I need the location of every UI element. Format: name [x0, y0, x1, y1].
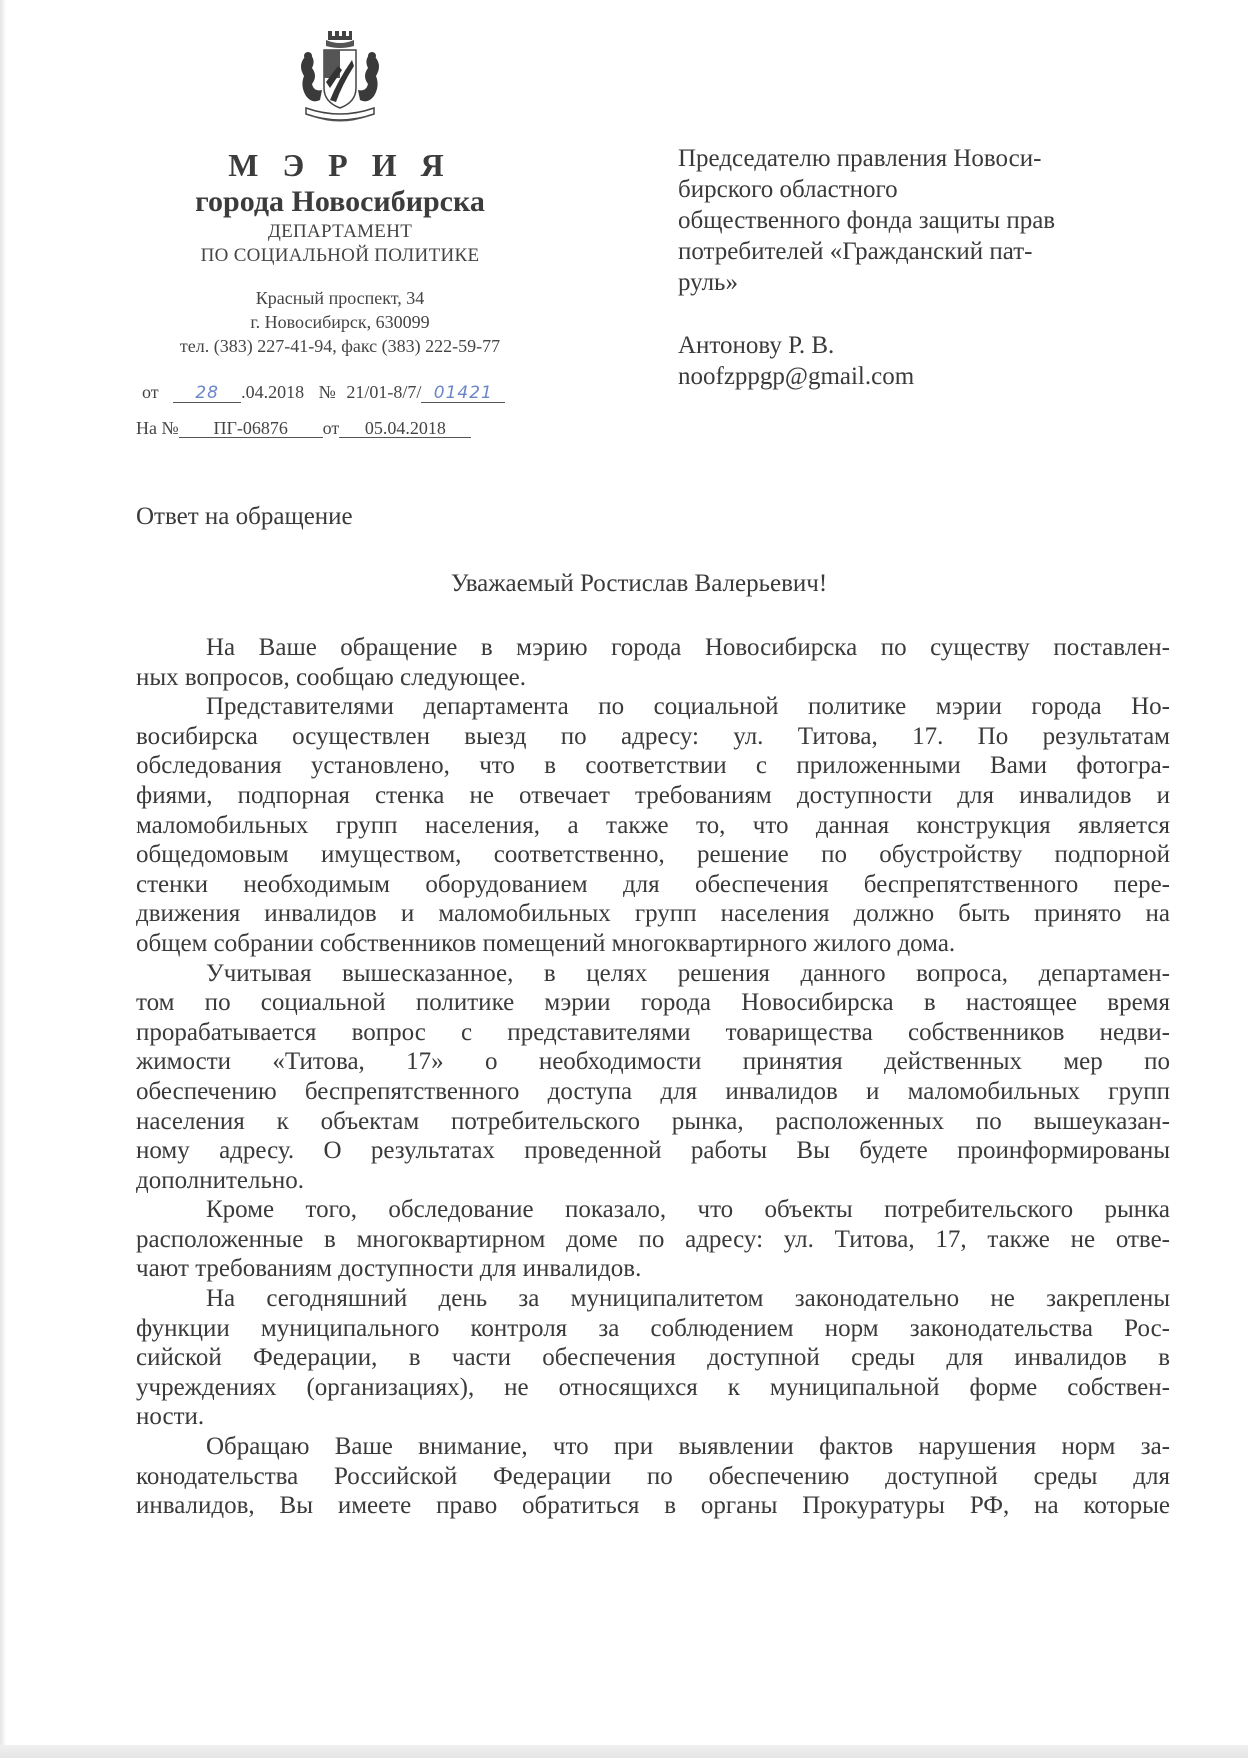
- body-line: ности.: [136, 1403, 205, 1431]
- body-line: том по социальной политике мэрии города Новосибирска в настоящее время: [136, 989, 1170, 1017]
- body-line: общедомовым имуществом, соответственно, решение по обустройству подпорной: [136, 841, 1170, 869]
- addressee-email: noofzppgp@gmail.com: [678, 363, 915, 390]
- body-line: Представителями департамента по социальной политике мэрии города Но-: [206, 693, 1170, 721]
- body-line: населения к объектам потребительского рынка, расположенных по вышеуказан-: [136, 1107, 1170, 1135]
- body-line: На сегодняшний день за муниципалитетом законодательно не закреплены: [206, 1285, 1170, 1313]
- addressee-line: потребителей «Гражданский пат-: [678, 238, 1033, 265]
- body-line: Учитывая вышесказанное, в целях решения данного вопроса, департамен-: [206, 959, 1170, 987]
- addressee-line: общественного фонда защиты прав: [678, 207, 1056, 234]
- department-name-line1: ДЕПАРТАМЕНТ: [267, 221, 413, 242]
- handwritten-day: 28: [195, 383, 219, 403]
- body-line: На Ваше обращение в мэрию города Новосибирска по существу поставлен-: [206, 634, 1170, 661]
- month-year: .04.2018: [241, 382, 305, 402]
- body-line: ному адресу. О результатах проведенной работы Вы будете проинформированы: [136, 1137, 1170, 1165]
- phone-fax: тел. (383) 227-41-94, факс (383) 222-59-77: [179, 336, 501, 356]
- letter-subject: Ответ на обращение: [136, 503, 353, 530]
- body-line: сийской Федерации, в части обеспечения доступной среды для инвалидов в: [136, 1344, 1170, 1372]
- letter-body: [136, 633, 1170, 1521]
- outgoing-registration: [142, 382, 505, 403]
- body-line: фиями, подпорная стенка не отвечает требованиям доступности для инвалидов и: [136, 781, 1170, 809]
- city-postcode: г. Новосибирск, 630099: [250, 312, 430, 332]
- org-title: М Э Р И Я: [228, 147, 452, 183]
- body-line: инвалидов, Вы имеете право обратиться в органы Прокуратуры РФ, на которые: [136, 1492, 1170, 1520]
- body-line: обеспечению беспрепятственного доступа для инвалидов и маломобильных групп: [136, 1077, 1170, 1105]
- reply-to-label: На №: [136, 418, 179, 438]
- addressee-block: [678, 143, 1198, 392]
- body-line: прорабатывается вопрос с представителями товарищества собственников недви-: [136, 1018, 1170, 1046]
- body-line: расположенные в многоквартирном доме по адресу: ул. Титова, 17, также не отве-: [136, 1225, 1170, 1253]
- salutation: Уважаемый Ростислав Валерьевич!: [450, 570, 828, 597]
- incoming-reference: [136, 418, 471, 439]
- reply-to-number: ПГ-06876: [179, 419, 323, 438]
- body-line: функции муниципального контроля за соблюдением норм законодательства Рос-: [136, 1314, 1170, 1342]
- body-line: общем собрании собственников помещений многоквартирного жилого дома.: [136, 929, 956, 957]
- body-line: дополнительно.: [136, 1166, 305, 1194]
- body-line: стенки необходимым оборудованием для обеспечения беспрепятственного пере-: [136, 870, 1170, 898]
- body-line: конодательства Российской Федерации по обеспечению доступной среды для: [136, 1462, 1170, 1490]
- number-field: [421, 383, 505, 403]
- handwritten-number: 01421: [433, 383, 493, 403]
- addressee-name: Антонову Р. В.: [678, 332, 835, 359]
- body-line: учреждениях (организациях), не относящихся к муниципальной форме собствен-: [136, 1373, 1170, 1401]
- addressee-line: Председателю правления Новоси-: [678, 145, 1042, 172]
- body-line: обследования установлено, что в соответствии с приложенными Вами фотогра-: [136, 752, 1170, 780]
- body-line: чают требованиям доступности для инвалидов.: [136, 1255, 642, 1283]
- address-block: [110, 286, 570, 358]
- coat-of-arms-icon: [290, 30, 390, 130]
- scan-edge-bottom: [0, 1745, 1248, 1758]
- body-line: движения инвалидов и маломобильных групп населения должно быть принято на: [136, 900, 1170, 928]
- reply-date-label: от: [322, 418, 340, 438]
- body-line: восибирска осуществлен выезд по адресу: ул. Титова, 17. По результатам: [136, 722, 1170, 750]
- body-line: Обращаю Ваше внимание, что при выявлении фактов нарушения норм за-: [206, 1433, 1170, 1461]
- body-line: маломобильных групп населения, а также то, что данная конструкция является: [136, 811, 1170, 839]
- street-address: Красный проспект, 34: [255, 288, 425, 308]
- number-prefix: 21/01-8/7/: [346, 382, 422, 402]
- body-line: ных вопросов, сообщаю следующее.: [136, 663, 526, 691]
- day-field: [173, 383, 241, 403]
- body-line: Кроме того, обследование показало, что объекты потребительского рынка: [206, 1196, 1170, 1224]
- scan-edge-left: [0, 0, 6, 1745]
- addressee-line: руль»: [678, 269, 738, 296]
- number-label: №: [318, 382, 336, 402]
- body-line: жимости «Титова, 17» о необходимости принятия действенных мер по: [136, 1048, 1170, 1076]
- addressee-line: бирского областного: [678, 176, 898, 203]
- from-label: от: [142, 382, 159, 402]
- org-city: города Новосибирска: [195, 185, 485, 218]
- reply-date: 05.04.2018: [339, 419, 471, 438]
- department-name-line2: ПО СОЦИАЛЬНОЙ ПОЛИТИКЕ: [200, 245, 480, 266]
- letterhead: [110, 30, 570, 358]
